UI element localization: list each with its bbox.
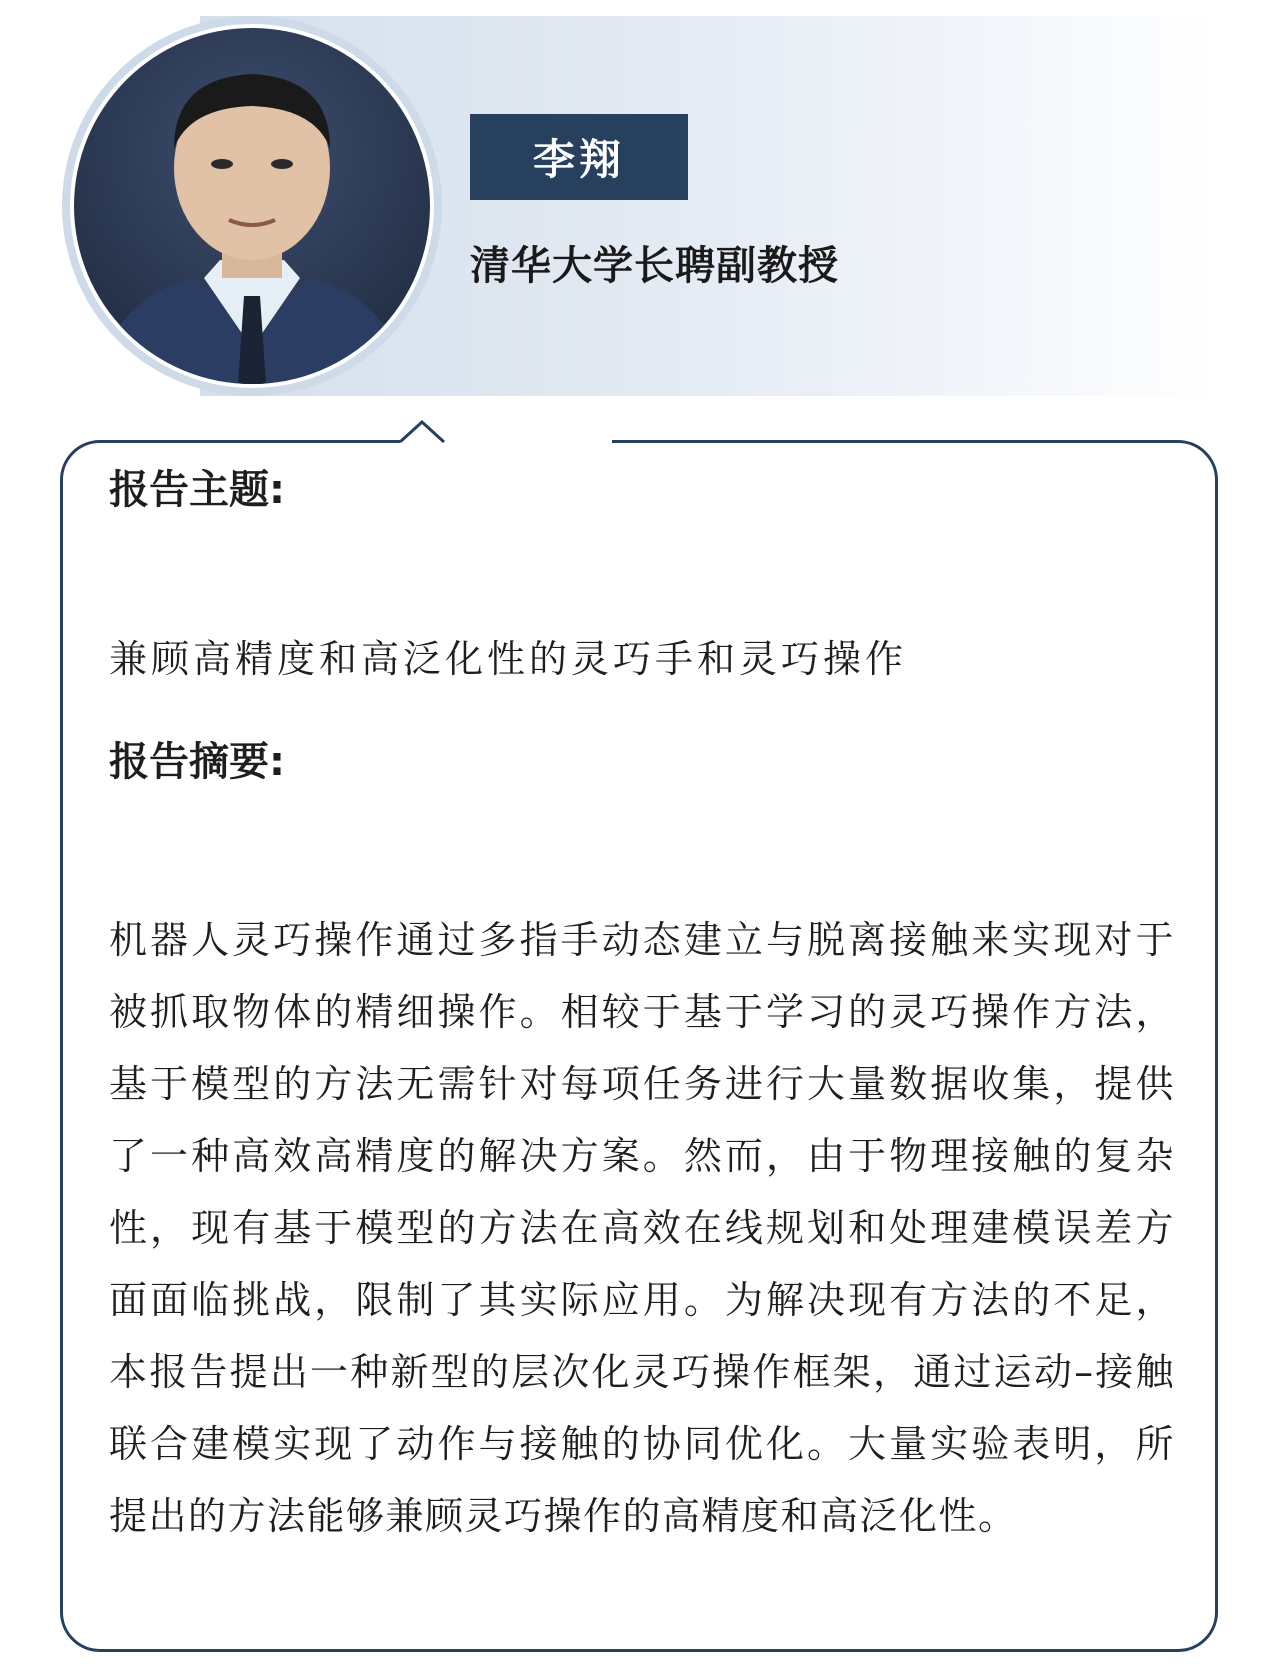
card-notch-chevron [398, 416, 446, 456]
report-abstract: 机器人灵巧操作通过多指手动态建立与脱离接触来实现对于被抓取物体的精细操作。相较于基于学习的灵巧操作方法，基于模型的方法无需针对每项任务进行大量数据收集，提供了一种高效高精度的解决方案。然而，由于物理接触的复杂性，现有基于模型的方法在高效在线规划和处理建模误差方面面临挑战，限制了其实际应用。为解决现有方法的不足，本报告提出一种新型的层次化灵巧操作框架，通过运动–接触联合建模实现了动作与接触的协同优化。大量实验表明，所提出的方法能够兼顾灵巧操作的高精度和高泛化性。 [109, 918, 1175, 1538]
report-topic: 兼顾高精度和高泛化性的灵巧手和灵巧操作 [109, 637, 908, 681]
speaker-photo [74, 28, 430, 384]
abstract-heading: 报告摘要: [109, 739, 285, 785]
speaker-title: 清华大学长聘副教授 [470, 243, 839, 289]
topic-heading: 报告主题: [109, 467, 285, 513]
speaker-name: 李翔 [470, 114, 688, 200]
